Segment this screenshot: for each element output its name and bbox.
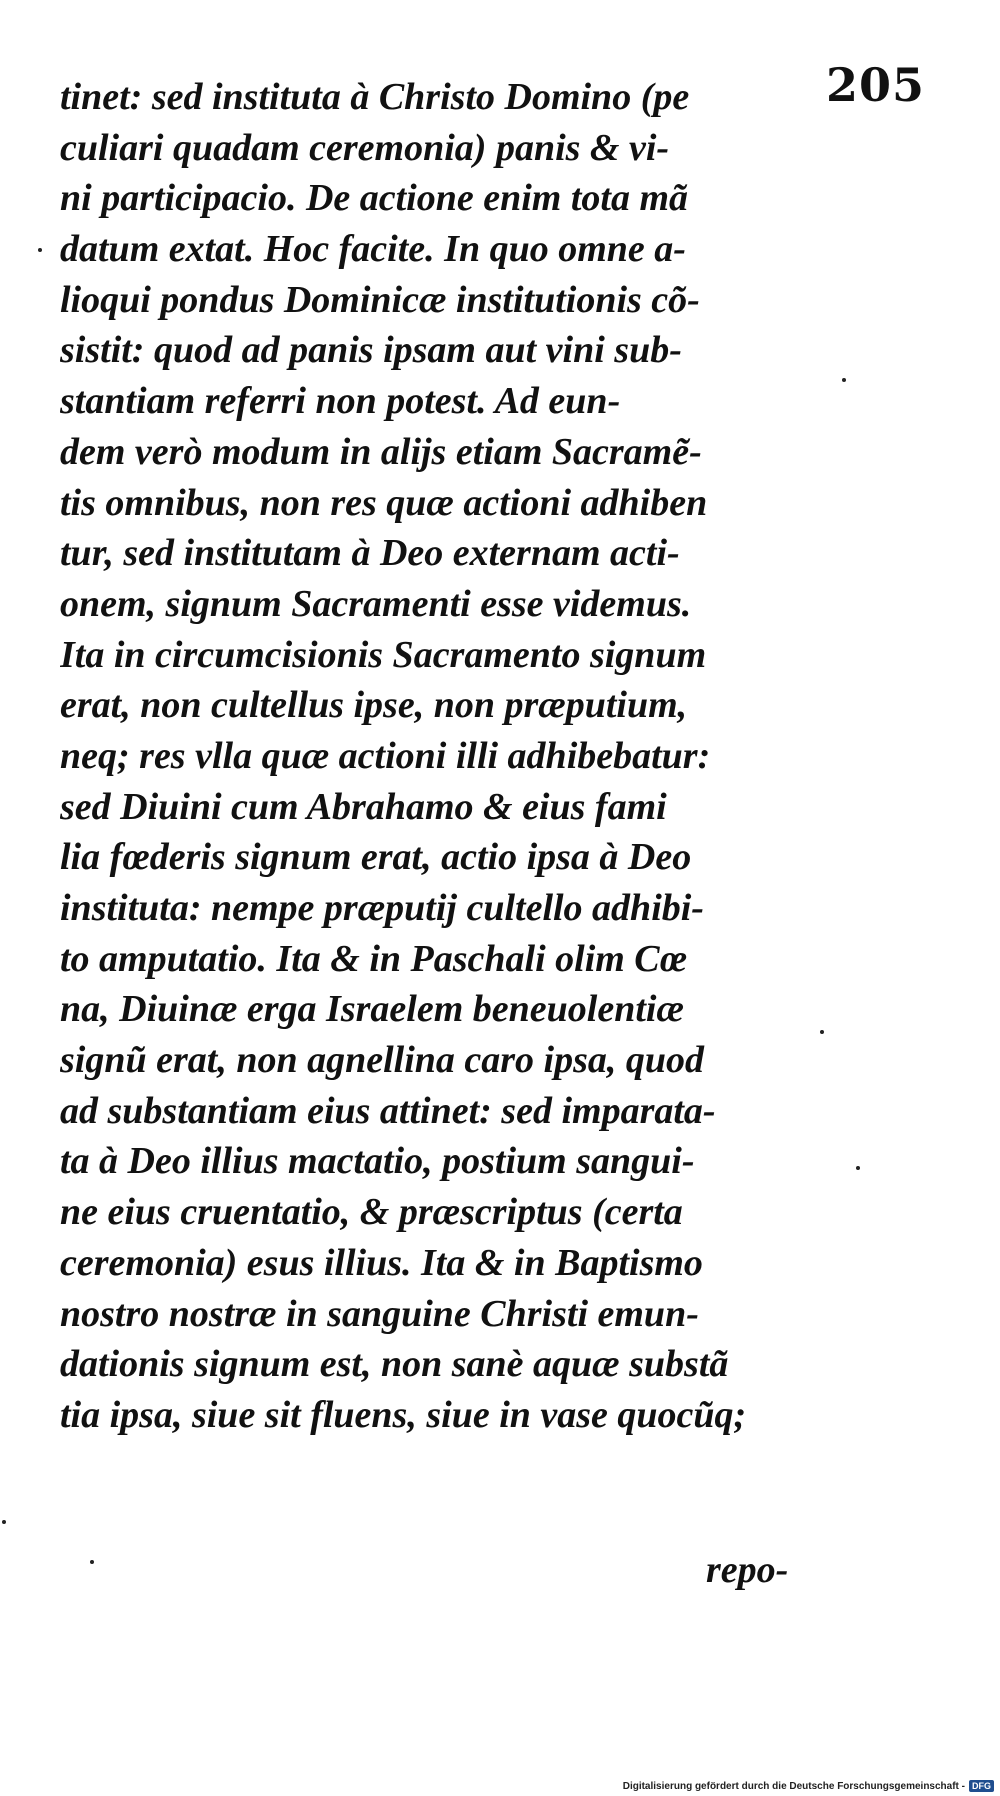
text-line: na, Diuinæ erga Israelem beneuolentiæ: [60, 988, 684, 1031]
text-line: tis omnibus, non res quæ actioni adhiben: [60, 481, 708, 524]
text-line: lia fœderis signum erat, actio ipsa à Deo: [60, 836, 692, 879]
ink-speck: [820, 1030, 824, 1034]
page-number: 205: [826, 58, 926, 112]
text-line: to amputatio. Ita & in Paschali olim Cœ: [60, 937, 688, 980]
ink-speck: [2, 1520, 6, 1524]
text-line: onem, signum Sacramenti esse videmus.: [60, 582, 692, 625]
text-line: tinet: sed instituta à Christo Domino (pe: [60, 76, 690, 118]
text-line: ad substantiam eius attinet: sed imparata-: [60, 1089, 716, 1132]
text-line: stantiam referri non potest. Ad eun-: [60, 380, 621, 423]
text-line: erat, non cultellus ipse, non præputium,: [60, 684, 688, 727]
footer-credit-text: Digitalisierung gefördert durch die Deutsche Forschungsgemeinschaft -: [622, 1780, 965, 1792]
digitization-footer: [623, 1780, 994, 1792]
text-line: tur, sed institutam à Deo externam acti-: [60, 532, 680, 575]
dfg-logo: DFG: [969, 1780, 994, 1792]
text-line: ceremonia) esus illius. Ita & in Baptismo: [60, 1241, 703, 1284]
text-line: ni participacio. De actione enim tota mã: [60, 177, 689, 220]
text-line: instituta: nempe præputij cultello adhibi-: [60, 887, 704, 929]
ink-speck: [38, 248, 42, 252]
ink-speck: [856, 1166, 860, 1170]
text-line: ne eius cruentatio, & præscriptus (certa: [60, 1191, 683, 1234]
text-line: culiari quadam ceremonia) panis & vi-: [60, 126, 670, 169]
text-line: dationis signum est, non sanè aquæ substã: [60, 1343, 729, 1386]
text-line: sistit: quod ad panis ipsam aut vini sub-: [60, 329, 682, 372]
ink-speck: [842, 378, 846, 382]
ink-speck: [90, 1560, 94, 1564]
text-line: tia ipsa, siue sit fluens, siue in vase quocũq;: [60, 1393, 747, 1436]
text-line: datum extat. Hoc facite. In quo omne a-: [60, 228, 686, 271]
text-line: nostro nostræ in sanguine Christi emun-: [60, 1292, 699, 1335]
body-text: [60, 72, 820, 1441]
text-line: dem verò modum in alijs etiam Sacramẽ-: [60, 430, 702, 473]
text-line: signũ erat, non agnellina caro ipsa, quod: [60, 1039, 705, 1082]
text-line: sed Diuini cum Abrahamo & eius fami: [60, 785, 667, 828]
text-line: neq; res vlla quæ actioni illi adhibebatur:: [60, 734, 711, 777]
catchword: repo-: [706, 1549, 789, 1591]
text-line: Ita in circumcisionis Sacramento signum: [60, 633, 707, 676]
text-line: ta à Deo illius mactatio, postium sangui-: [60, 1140, 695, 1183]
text-line: lioqui pondus Dominicæ institutionis cõ-: [60, 278, 700, 321]
